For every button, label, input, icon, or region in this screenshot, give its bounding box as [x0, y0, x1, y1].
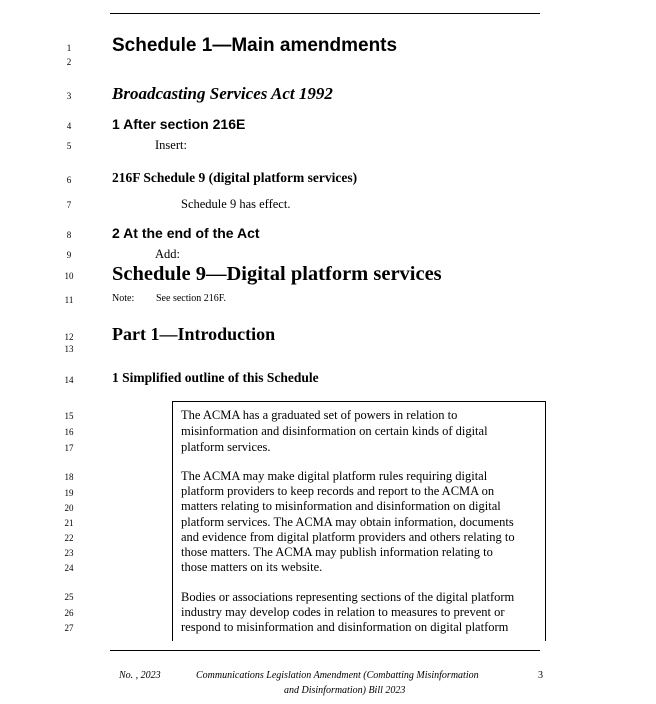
outline-line: industry may develop codes in relation to measures to prevent or	[181, 605, 505, 619]
header-rule	[110, 13, 540, 14]
line-number: 13	[64, 344, 74, 354]
line-number: 19	[64, 488, 74, 498]
act-title: Broadcasting Services Act 1992	[112, 84, 333, 103]
outline-line: and evidence from digital platform providers and others relating to	[181, 530, 515, 544]
clause-1-heading: 1 Simplified outline of this Schedule	[112, 370, 319, 385]
part-1-heading: Part 1—Introduction	[112, 324, 276, 344]
footer-bill-title-line1: Communications Legislation Amendment (Combatting Misinformation	[196, 670, 479, 681]
footer-bill-title-line2: and Disinformation) Bill 2023	[284, 685, 406, 696]
line-number: 9	[66, 250, 72, 260]
line-number: 2	[66, 57, 72, 67]
line-number: 22	[64, 533, 74, 543]
line-number: 25	[64, 592, 74, 602]
schedule-9-heading: Schedule 9—Digital platform services	[112, 263, 442, 285]
outline-line: matters relating to misinformation and disinformation on digital	[181, 499, 501, 513]
line-number: 11	[64, 295, 74, 305]
line-number: 6	[66, 175, 72, 185]
line-number: 16	[64, 427, 74, 437]
line-number: 23	[64, 548, 74, 558]
line-number: 1	[66, 43, 72, 53]
line-number: 24	[64, 563, 74, 573]
line-number: 17	[64, 443, 74, 453]
schedule-1-heading: Schedule 1—Main amendments	[112, 35, 398, 56]
line-number: 12	[64, 332, 74, 342]
outline-line: platform services.	[181, 440, 271, 454]
line-number: 15	[64, 411, 74, 421]
line-number: 21	[64, 518, 74, 528]
item-1-instruction: Insert:	[155, 138, 187, 152]
line-number: 10	[64, 271, 74, 281]
line-number: 4	[66, 121, 72, 131]
outline-line: those matters on its website.	[181, 560, 323, 574]
section-216f-heading: 216F Schedule 9 (digital platform services)	[112, 170, 358, 185]
footer-rule	[110, 650, 540, 651]
outline-line: platform services. The ACMA may obtain information, documents	[181, 515, 514, 529]
section-216f-text: Schedule 9 has effect.	[181, 197, 291, 211]
line-number: 3	[66, 91, 72, 101]
line-number: 18	[64, 472, 74, 482]
outline-line: platform providers to keep records and report to the ACMA on	[181, 484, 495, 498]
simplified-outline-box	[172, 401, 546, 641]
line-number: 26	[64, 608, 74, 618]
outline-line: misinformation and disinformation on certain kinds of digital	[181, 424, 488, 438]
footer-bill-number: No. , 2023	[119, 670, 161, 681]
item-1-heading: 1 After section 216E	[112, 116, 246, 132]
outline-line: Bodies or associations representing sections of the digital platform	[181, 590, 515, 604]
outline-line: those matters. The ACMA may publish information relating to	[181, 545, 493, 559]
line-number: 8	[66, 230, 72, 240]
footer-page-number: 3	[538, 670, 543, 681]
line-number: 27	[64, 623, 74, 633]
note-label: Note:	[112, 293, 135, 304]
line-number: 20	[64, 503, 74, 513]
outline-line: The ACMA has a graduated set of powers in relation to	[181, 408, 458, 422]
line-number: 5	[66, 141, 72, 151]
line-number: 14	[64, 375, 74, 385]
item-2-heading: 2 At the end of the Act	[112, 225, 260, 241]
note	[112, 293, 226, 305]
note-text: See section 216F.	[156, 293, 227, 304]
outline-line: respond to misinformation and disinformation on digital platform	[181, 620, 509, 634]
item-2-instruction: Add:	[155, 247, 180, 261]
line-number: 7	[66, 200, 72, 210]
outline-line: The ACMA may make digital platform rules requiring digital	[181, 469, 488, 483]
